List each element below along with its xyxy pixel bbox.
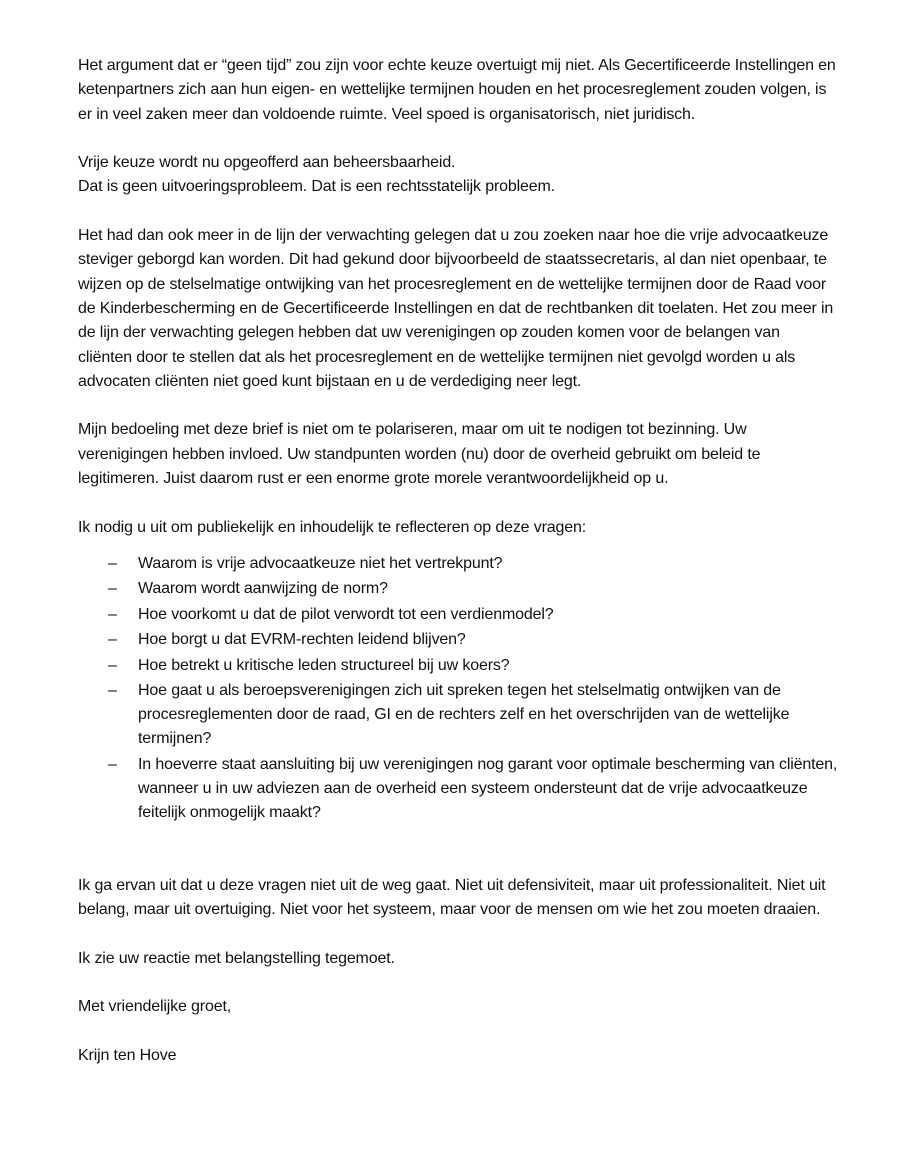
list-item: [78, 753, 838, 826]
dash-bullet-icon: –: [108, 681, 117, 699]
question-text: Waarom is vrije advocaatkeuze niet het vertrekpunt?: [138, 554, 503, 572]
list-item: [78, 577, 838, 601]
paragraph-reactie: Ik zie uw reactie met belangstelling tegemoet.: [78, 949, 395, 967]
closing-greeting: Met vriendelijke groet,: [78, 998, 232, 1016]
dash-bullet-icon: –: [108, 755, 117, 773]
paragraph-vrije-keuze: Vrije keuze wordt nu opgeofferd aan beheersbaarheid. Dat is geen uitvoeringsprobleem. Dat is een rechtsstatelijk probleem.: [78, 154, 556, 196]
paragraph-list-intro: Ik nodig u uit om publiekelijk en inhoudelijk te reflecteren op deze vragen:: [78, 518, 587, 536]
question-text: Hoe voorkomt u dat de pilot verwordt tot een verdienmodel?: [138, 605, 554, 623]
list-item: [78, 628, 838, 652]
question-text: Waarom wordt aanwijzing de norm?: [138, 580, 388, 598]
paragraph-verwachting: Het had dan ook meer in de lijn der verwachting gelegen dat u zou zoeken naar hoe die vrije advocaatkeuze steviger geborgd kan worden. Dit had gekund door bijvoorbeeld de staatssecretaris, al dan niet openbaar, te wijzen op de stelselmatige ontwijking van het procesreglement en de wettelijke termijnen door de Raad voor de Kinderbescherming en de Gecertificeerde Instellingen en dat de rechtbanken dit toelaten. Het zou meer in de lijn der verwachting gelegen hebben dat uw verenigingen op zouden komen voor de belangen van cliënten door te stellen dat als het procesreglement en de wettelijke termijnen niet gevolgd worden u als advocaten cliënten niet goed kunt bijstaan en u de verdediging neer legt.: [78, 227, 834, 390]
dash-bullet-icon: –: [108, 580, 117, 598]
paragraph-geen-tijd: Het argument dat er “geen tijd” zou zijn voor echte keuze overtuigt mij niet. Als Gecertificeerde Instellingen en ketenpartners zich aan hun eigen- en wettelijke termijnen houden en het procesreglement zouden volgen, is er in veel zaken meer dan voldoende ruimte. Veel spoed is organisatorisch, niet juridisch.: [78, 57, 836, 123]
dash-bullet-icon: –: [108, 656, 117, 674]
dash-bullet-icon: –: [108, 554, 117, 572]
signature-name: Krijn ten Hove: [78, 1046, 177, 1064]
paragraph-bedoeling: Mijn bedoeling met deze brief is niet om te polariseren, maar om uit te nodigen tot bezinning. Uw verenigingen hebben invloed. Uw standpunten worden (nu) door de overheid gebruikt om beleid te legitimeren. Juist daarom rust er een enorme grote morele verantwoordelijkheid op u.: [78, 421, 761, 488]
questions-list: [78, 552, 838, 826]
list-item: [78, 552, 838, 576]
question-text: Hoe gaat u als beroepsverenigingen zich uit spreken tegen het stelselmatig ontwijken van de procesreglementen door de raad, GI en de rechters zelf en het overschrijden van de wettelijke termijnen?: [138, 681, 790, 748]
paragraph-conclusie: Ik ga ervan uit dat u deze vragen niet uit de weg gaat. Niet uit defensiviteit, maar uit professionaliteit. Niet uit belang, maar uit overtuiging. Niet voor het systeem, maar voor de mensen om wie het zou moeten draaien.: [78, 876, 826, 919]
question-text: In hoeverre staat aansluiting bij uw verenigingen nog garant voor optimale bescherming van cliënten, wanneer u in uw adviezen aan de overheid een systeem ondersteunt dat de vrije advocaatkeuze feitelijk onmogelijk maakt?: [138, 755, 838, 822]
question-text: Hoe borgt u dat EVRM-rechten leidend blijven?: [138, 631, 466, 649]
dash-bullet-icon: –: [108, 631, 117, 649]
question-text: Hoe betrekt u kritische leden structureel bij uw koers?: [138, 656, 510, 674]
list-item: [78, 679, 838, 752]
list-item: [78, 654, 838, 678]
letter-body: [78, 54, 838, 1068]
dash-bullet-icon: –: [108, 605, 117, 623]
list-item: [78, 603, 838, 627]
